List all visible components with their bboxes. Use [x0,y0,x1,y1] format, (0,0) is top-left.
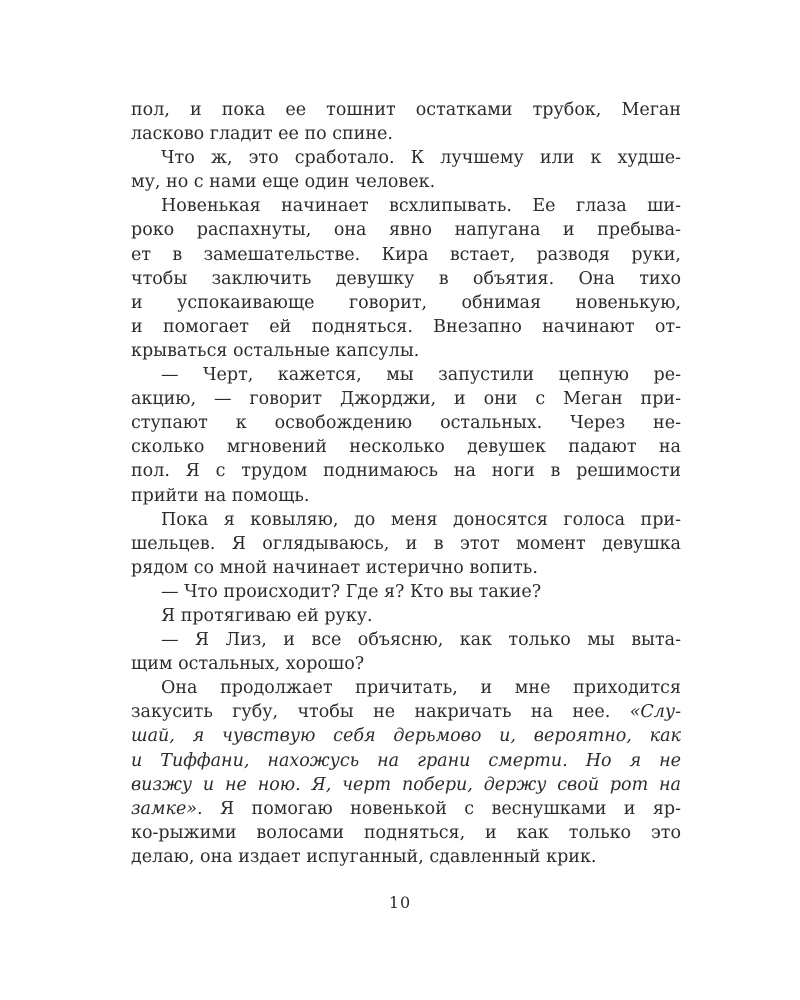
text-line: Она продолжает причитать, и мне приходится [161,678,681,699]
italic-text-line: и Тиффани, нахожусь на грани смерти. Но я не [131,750,681,771]
text-line: шельцев. Я оглядываюсь, и в этот момент девушка [131,533,681,554]
text-line: и помогает ей подняться. Внезапно начинают от- [131,316,681,337]
text-line: — Черт, кажется, мы запустили цепную ре- [161,365,681,386]
text-line: Я протягиваю ей руку. [161,605,373,626]
text-segment: . Я помогаю новенькой с веснушками и яр- [197,798,681,819]
page-number: 10 [388,893,412,912]
body-text [131,98,681,869]
text-line: Новенькая начинает всхлипывать. Ее глаза ши- [161,196,681,217]
text-line [131,797,681,821]
text-line: и успокаивающе говорит, обнимая новенькую, [131,292,681,313]
text-line [131,700,681,724]
text-line: щим остальных, хорошо? [131,654,365,675]
text-line: крываться остальные капсулы. [131,340,420,361]
text-line: рядом со мной начинает истерично вопить. [131,557,538,578]
italic-text-line: шай, я чувствую себя дерьмово и, вероятно, как [131,726,681,747]
text-line: Пока я ковыляю, до меня доносятся голоса при- [161,509,681,530]
text-line: пол, и пока ее тошнит остатками трубок, Меган [131,100,681,120]
text-line: роко распахнуты, она явно напугана и пребыва- [131,220,681,241]
text-line: чтобы заключить девушку в объятия. Она тихо [131,268,681,289]
italic-text-segment: замке» [131,798,198,819]
text-line: му, но с нами еще один человек. [131,172,436,193]
text-line: ступают к освобождению остальных. Через не- [131,413,681,434]
text-line: ет в замешательстве. Кира встает, разводя руки, [131,244,681,265]
text-line: ко-рыжими волосами подняться, и как только это [131,822,681,843]
text-line: пол. Я с трудом поднимаюсь на ноги в решимости [131,461,681,482]
text-line: ласково гладит ее по спине. [131,124,393,145]
italic-text-line: визжу и не ною. Я, черт побери, держу свой рот на [131,774,681,795]
text-line: делаю, она издает испуганный, сдавленный крик. [131,846,597,867]
text-line: Что ж, это сработало. К лучшему или к худше- [161,148,681,169]
text-line: — Что происходит? Где я? Кто вы такие? [161,581,542,602]
text-segment: закусить губу, чтобы не накричать на нее. [131,702,630,723]
text-line: сколько мгновений несколько девушек падают на [131,437,681,458]
italic-text-segment: «Слу- [629,702,681,723]
text-line: акцию, — говорит Джорджи, и они с Меган при- [131,389,681,410]
text-line: прийти на помощь. [131,485,310,506]
text-line: — Я Лиз, и все объясню, как только мы выта- [161,630,681,651]
